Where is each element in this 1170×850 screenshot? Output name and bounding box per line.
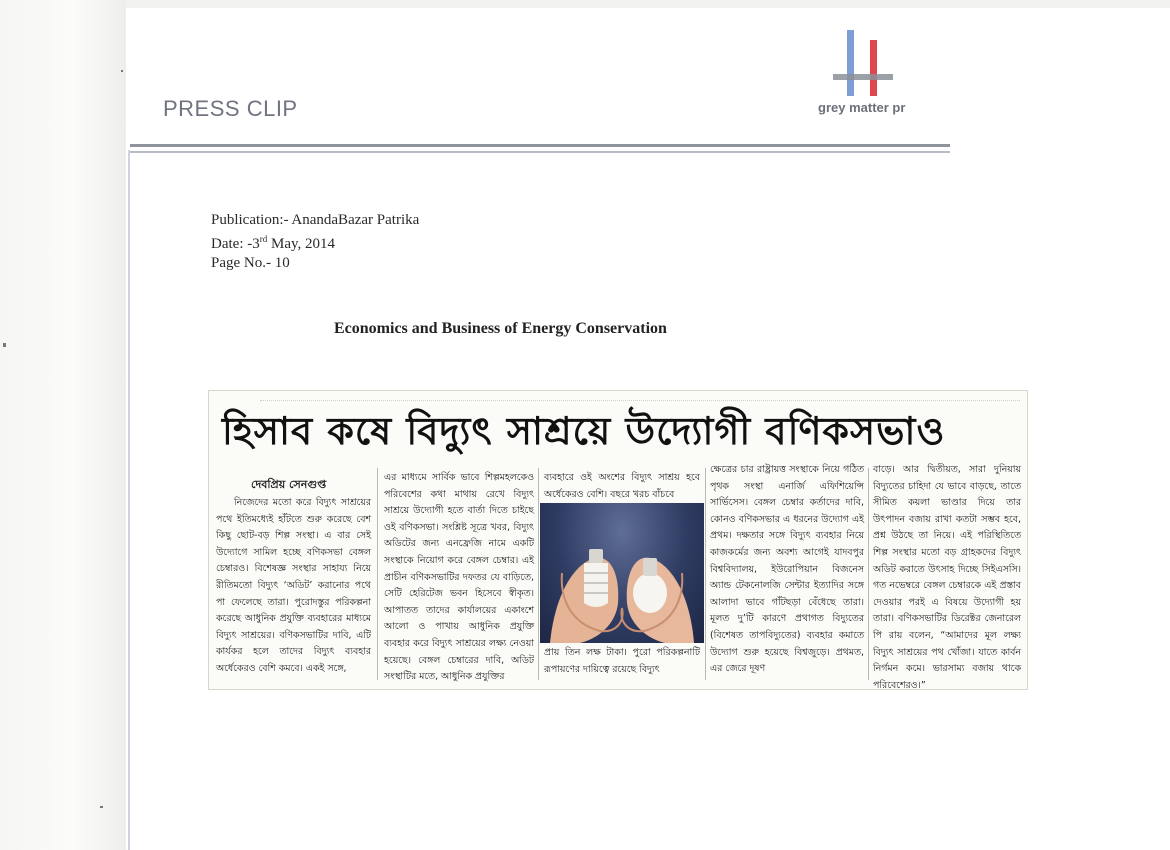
- article-column-3-bottom: প্রায় তিন লক্ষ টাকা। পুরো পরিকল্পনাটি রূপায়ণের দায়িত্বে রয়েছে বিদ্যুৎ: [544, 647, 700, 675]
- publication-meta: [211, 211, 419, 273]
- header-divider-secondary: [130, 151, 950, 153]
- date-suffix: May, 2014: [267, 236, 336, 252]
- article-column-5: বাড়ে। আর দ্বিতীয়ত, সারা দুনিয়ায় বিদ্যুতের চাহিদা যে ভাবে বাড়ছে, তাতে সীমিত কয়লা ভাণ্ডার দিয়ে তার উৎপাদন বজায় রাখা কতটা সম্ভব হবে, প্রশ্ন উঠছে তা নিয়ে। এই পরিস্থিতিতে শিল্প সংস্থার মতো বড় গ্রাহকদের বিদ্যুৎ অডিট করাতে উৎসাহ দিচ্ছে সিইএসসি। গত নভেম্বরে বেঙ্গল চেম্বারকে এই প্রস্তাব দেওয়ার পরই এ বিষয়ে উদ্যোগী হয় তারা। বণিকসভাটির ডিরেক্টর জেনারেল পি রায় বলেন, “আমাদের মূল লক্ষ্য বিদ্যুৎ সাশ্রয়ের পথ খোঁজা। যাতে কার্বন নির্গমন কমে। ভারসাম্য বজায় থাকে পরিবেশেরও।”: [873, 464, 1021, 691]
- date-ordinal: rd: [259, 234, 268, 244]
- page-number-line: Page No.- 10: [211, 255, 290, 271]
- publication-line: Publication:- AnandaBazar Patrika: [211, 212, 420, 228]
- scan-speck: [3, 343, 6, 347]
- grey-matter-logo-icon: [833, 28, 893, 98]
- english-headline: Economics and Business of Energy Conservation: [334, 320, 667, 337]
- press-clip-label: PRESS CLIP: [163, 96, 298, 121]
- light-bulbs-photo: [540, 503, 704, 643]
- date-line: [211, 230, 419, 254]
- scan-speck: [100, 806, 103, 808]
- clipping-top-edge: [260, 392, 1020, 401]
- column-divider: [377, 468, 378, 680]
- brand-name: grey matter pr: [818, 100, 906, 115]
- left-margin-rule: [128, 150, 130, 850]
- article-column-3-top: ব্যবহারে ওই অংশের বিদ্যুৎ সাশ্রয় হবে অর্ধেকেরও বেশি। বছরে খরচ বাঁচবে: [544, 472, 700, 500]
- article-column-4: ক্ষেত্রের চার রাষ্ট্রায়ত্ত সংস্থাকে নিয়ে গঠিত পৃথক সংস্থা এনার্জি এফিশিয়েন্সি সার্ভিসেস। বেঙ্গল চেম্বার কর্তাদের দাবি, কোনও বণিকসভার এ ধরনের উদ্যোগ এই প্রথম। দক্ষতার সঙ্গে বিদ্যুৎ ব্যবহার নিয়ে কাজকর্মের জন্য অবশ্য আগেই যাদবপুর বিশ্ববিদ্যালয়, ইউরোপিয়ান বিজনেস অ্যান্ড টেকনোলজি সেন্টার ইত্যাদির সঙ্গে আলাদা ভাবে গাঁটছড়া বেঁধেছে তারা। মূলত দু’টি কারণে প্রথাগত বিদ্যুতের (বিশেষত তাপবিদ্যুতের) ব্যবহার কমাতে উদ্যোগ শুরু হয়েছে বিশ্বজুড়ে। প্রথমত, এর জেরে দূষণ: [710, 464, 864, 675]
- header-divider: [130, 144, 950, 147]
- column-divider: [705, 468, 706, 680]
- column-divider: [868, 468, 869, 680]
- date-prefix: Date: -3: [211, 236, 260, 252]
- column-divider: [538, 468, 539, 680]
- article-column-1: নিজেদের মতো করে বিদ্যুৎ সাশ্রয়ের পথে ইতিমধ্যেই হাঁটতে শুরু করেছে বেশ কিছু ছোট-বড় শিল্প সংস্থা। এ বার সেই উদ্যোগে সামিল হচ্ছে বণিকসভা বেঙ্গল চেম্বারও। বিশেষজ্ঞ সংস্থার সাহায্য নিয়ে রীতিমতো বিদ্যুৎ ‘অডিট’ করানোর পথে পা ফেলেছে তারা। পুরোদস্তুর পরিকল্পনা করেছে আধুনিক প্রযুক্তি ব্যবহারের মাধ্যমে বিদ্যুৎ সাশ্রয়ের। বণিকসভাটির দাবি, এটি কার্যকর হলে তাদের বিদ্যুৎ ব্যবহার অর্ধেকেরও বেশি কমবে। একই সঙ্গে,: [216, 497, 371, 674]
- scan-margin: [0, 0, 126, 850]
- article-column-2: এর মাধ্যমে সার্বিক ভাবে শিল্পমহলকেও পরিবেশের কথা মাথায় রেখে বিদ্যুৎ সাশ্রয়ে উদ্যোগী হতে বার্তা দিতে চাইছে ওই বণিকসভা। সংশ্লিষ্ট সূত্রে খবর, বিদ্যুৎ অডিটের জন্য এনফ্রেজি নামে একটি সংস্থাকে নিয়োগ করে বেঙ্গল চেম্বার। এই প্রাচীন বণিকসভাটির দফতর যে বাড়িতে, সেটি হেরিটেজ ভবন হিসেবে স্বীকৃত। আপাতত তাদের কার্যালয়ের একাংশে আলো ও পাখায় আধুনিক প্রযুক্তি ব্যবহার করে বিদ্যুৎ সাশ্রয়ের লক্ষ্য নেওয়া হয়েছে। বেঙ্গল চেম্বারের দাবি, অডিট সংস্থাটির মতে, আধুনিক প্রযুক্তির: [384, 472, 534, 683]
- scan-speck: [121, 70, 123, 72]
- bengali-headline: হিসাব কষে বিদ্যুৎ সাশ্রয়ে উদ্যোগী বণিকসভাও: [222, 409, 946, 453]
- hands-with-bulbs-icon: [540, 503, 704, 643]
- byline: দেবপ্রিয় সেনগুপ্ত: [251, 478, 327, 491]
